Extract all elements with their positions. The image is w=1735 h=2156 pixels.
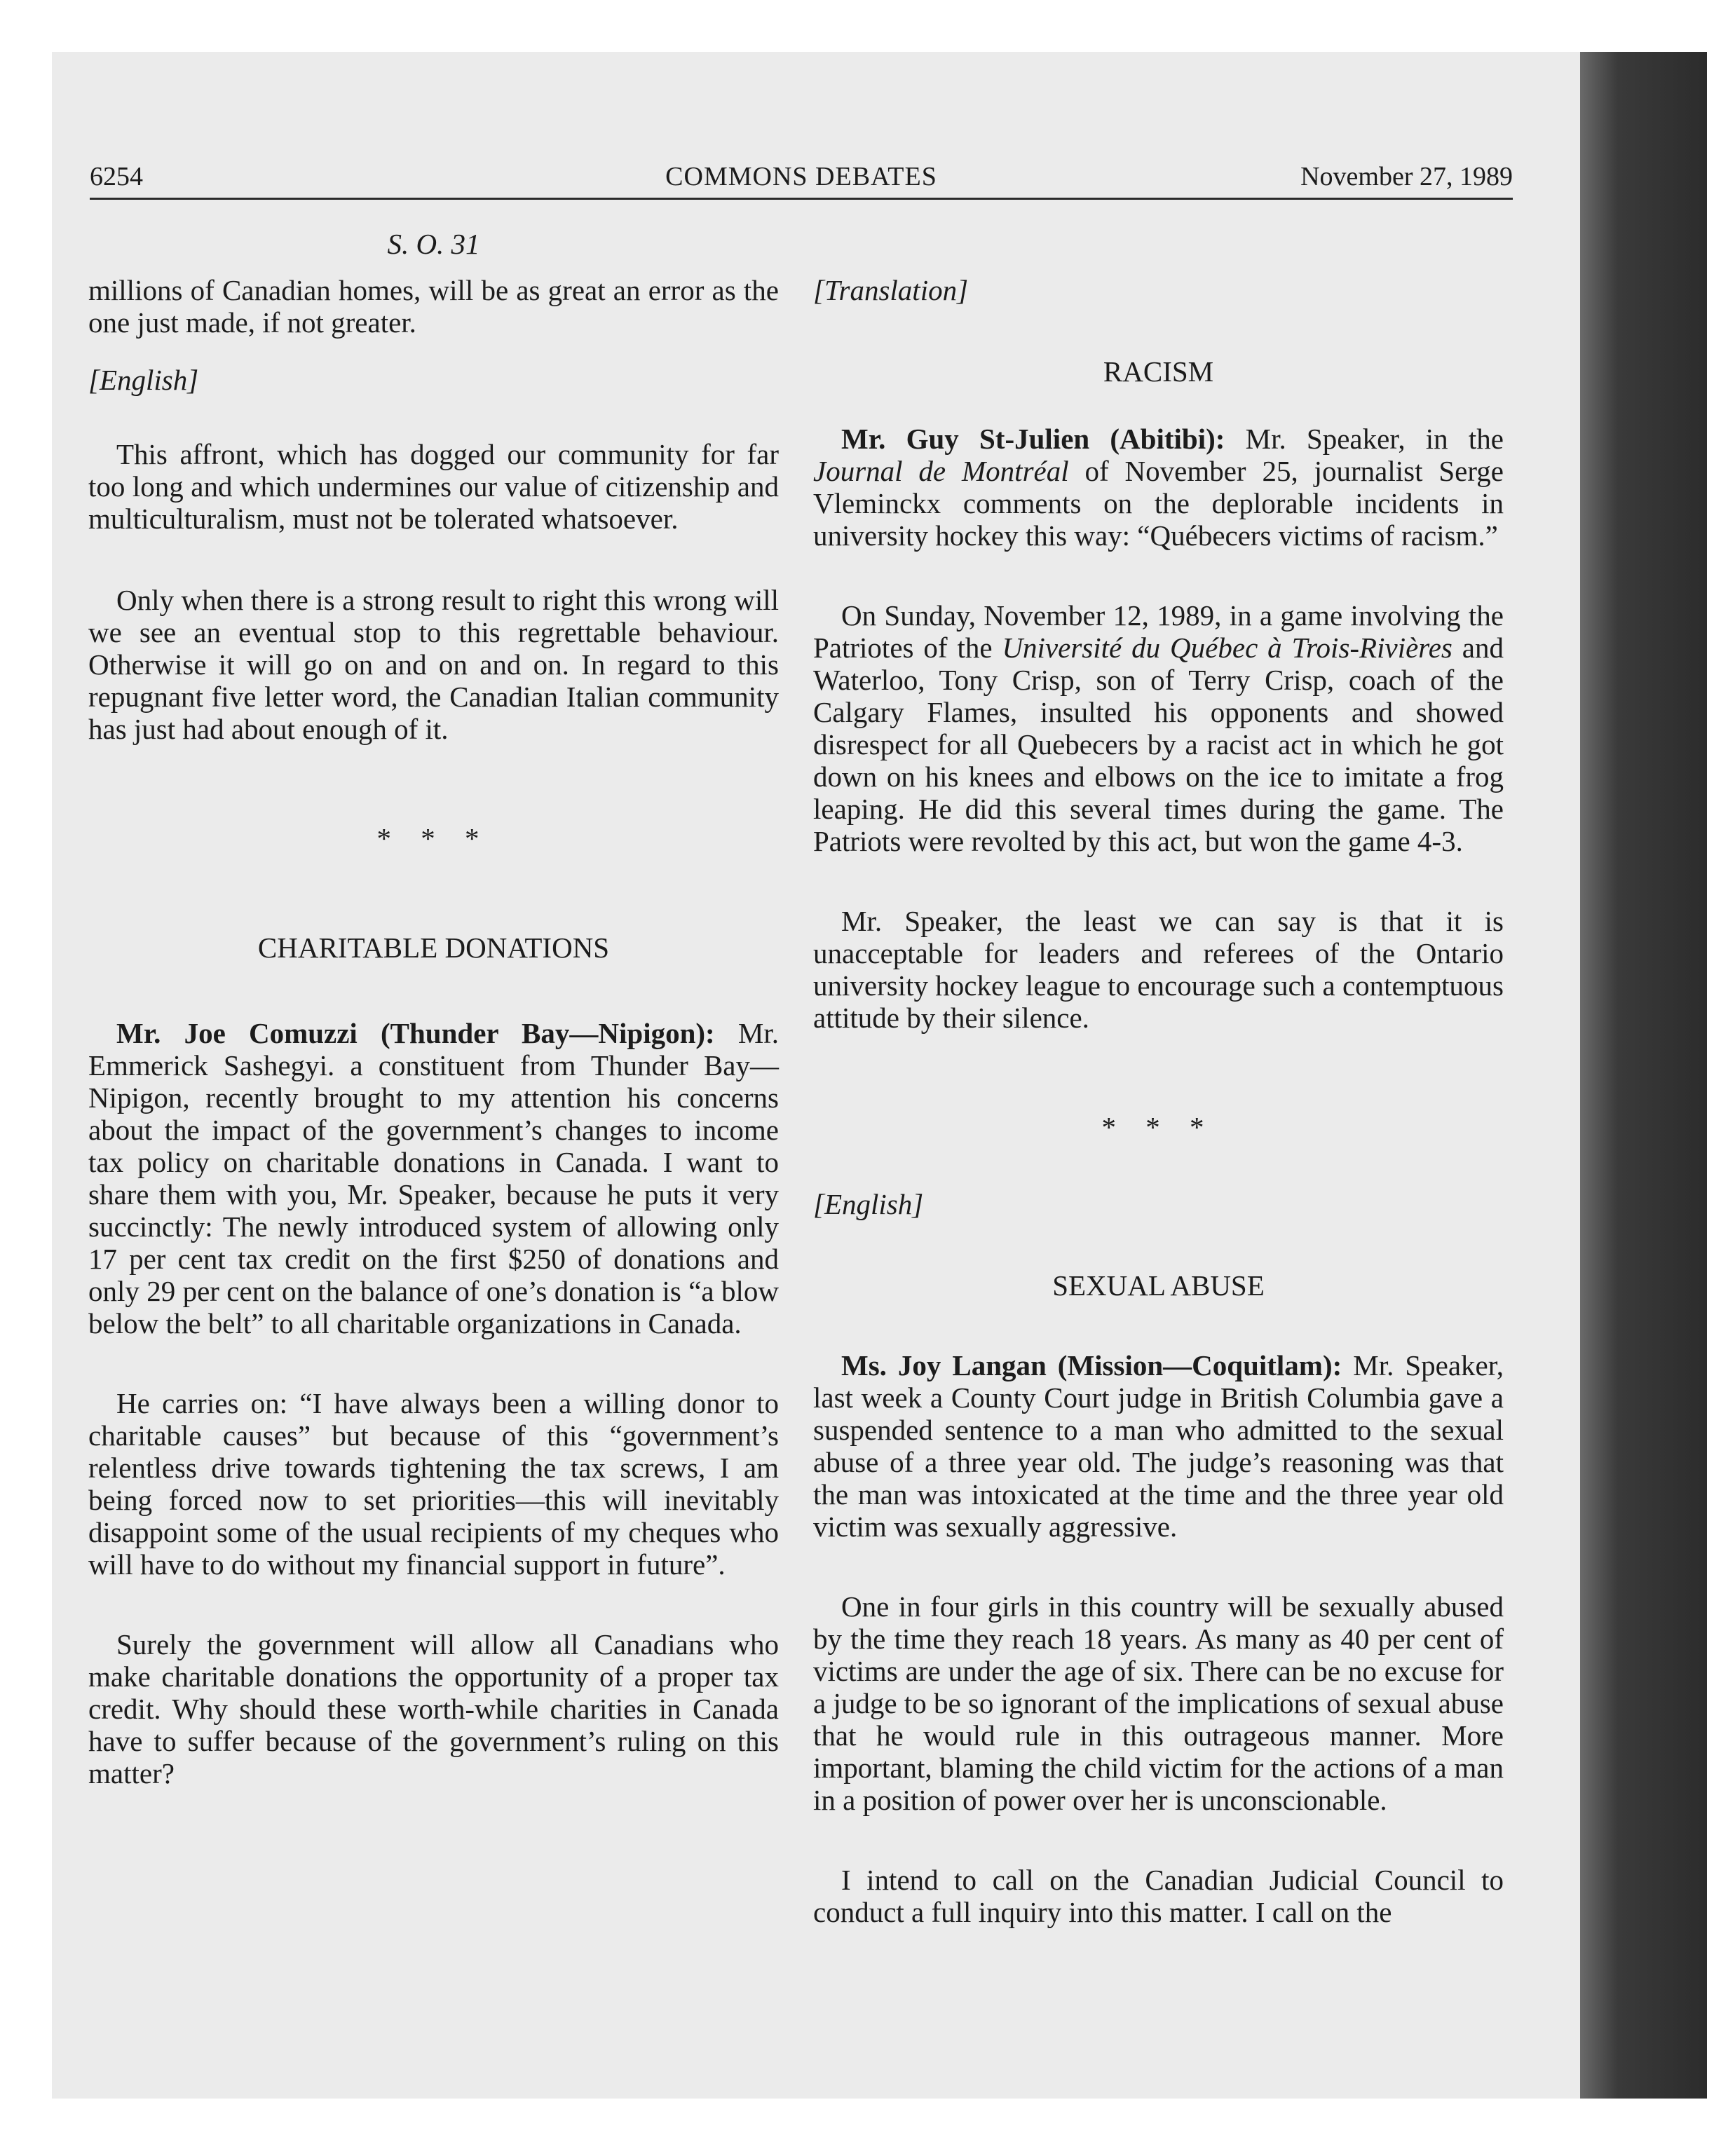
paragraph-text: of November 25, journalist Serge Vleminckx comments on the deplorable incidents in university hockey this way: “Québecers victims of racism.” (813, 455, 1504, 552)
paragraph: Mr. Speaker, the least we can say is that it is unacceptable for leaders and referees of the Ontario university hockey league to encourage such a contemptuous attitude by their silence. (813, 905, 1504, 1034)
language-marker: [English] (88, 364, 199, 396)
section-heading: SEXUAL ABUSE (1052, 1269, 1265, 1302)
newspaper-title: Journal de Montréal (813, 455, 1069, 487)
paragraph-text: Mr. Speaker, last week a County Court judge in British Columbia gave a suspended sentence to a man who admitted to the sexual abuse of a three year old. The judge’s reasoning was that the man was intoxicated at the time and the three year old victim was sexually aggressive. (813, 1349, 1504, 1543)
paragraph: Surely the government will allow all Canadians who make charitable donations the opportunity of a proper tax credit. Why should these worth-while charities in Canada have to suffer because of the government’s ruling on this matter? (88, 1628, 779, 1789)
paragraph: This affront, which has dogged our community for far too long and which undermines our value of citizenship and multiculturalism, must not be tolerated whatsoever. (88, 438, 779, 535)
paragraph-text: and Waterloo, Tony Crisp, son of Terry Crisp, coach of the Calgary Flames, insulted his opponents and showed disrespect for all Quebecers by a racist act in which he got down on his knees and elbows on the ice to imitate a frog leaping. He did this several times during the game. The Patriots were revolted by this act, but won the game 4-3. (813, 632, 1504, 857)
running-header (90, 156, 1513, 200)
university-name: Université du Québec à Trois-Rivières (1002, 632, 1452, 664)
paragraph: I intend to call on the Canadian Judicial Council to conduct a full inquiry into this matter. I call on the (813, 1864, 1504, 1928)
standing-order-label: S. O. 31 (387, 228, 480, 260)
paragraph: millions of Canadian homes, will be as great an error as the one just made, if not greater. (88, 274, 779, 339)
speaker-name: Mr. Guy St-Julien (Abitibi): (841, 423, 1225, 455)
left-column (88, 228, 779, 1789)
right-column (813, 228, 1504, 1928)
section-heading: CHARITABLE DONATIONS (257, 932, 610, 964)
page-number: 6254 (90, 162, 143, 191)
paragraph-text: Mr. Emmerick Sashegyi. a constituent from Thunder Bay—Nipigon, recently brought to my attention his concerns about the impact of the government’s changes to income tax policy on charitable donations in Canada. I want to share them with you, Mr. Speaker, because he puts it very succinctly: The newly introduced system of allowing only 17 per cent tax credit on the first $250 of donations and only 29 per cent on the balance of one’s donation is “a blow below the belt” to all charitable organizations in Canada. (88, 1017, 779, 1339)
section-separator: * * * (1101, 1111, 1216, 1143)
paragraph (813, 1349, 1504, 1543)
paragraph (813, 423, 1504, 552)
publication-title: COMMONS DEBATES (665, 162, 937, 191)
paragraph: One in four girls in this country will be sexually abused by the time they reach 18 years. As many as 40 per cent of victims are under the age of six. There can be no excuse for a judge to be so ignorant of the implications of sexual abuse that he would rule in this outrageous manner. More important, blaming the child victim for the actions of a man in a position of power over her is unconscionable. (813, 1590, 1504, 1816)
paragraph-text: Mr. Speaker, in the (1225, 423, 1504, 455)
header-date: November 27, 1989 (1300, 162, 1513, 191)
section-separator: * * * (376, 822, 491, 854)
paragraph-text: On Sunday, November 12, 1989, in a game involving the Patriotes of the (813, 599, 1504, 664)
language-marker: [Translation] (813, 274, 969, 306)
section-heading: RACISM (1103, 355, 1214, 388)
speaker-name: Ms. Joy Langan (Mission—Coquitlam): (841, 1349, 1342, 1381)
paragraph: He carries on: “I have always been a willing donor to charitable causes” but because of this “government’s relentless drive towards tightening the tax screws, I am being forced now to set priorities—this will inevitably disappoint some of the usual recipients of my cheques who will have to do without my financial support in future”. (88, 1387, 779, 1581)
paragraph (88, 1017, 779, 1339)
language-marker: [English] (813, 1188, 924, 1220)
speaker-name: Mr. Joe Comuzzi (Thunder Bay—Nipigon): (116, 1017, 715, 1049)
paragraph: Only when there is a strong result to right this wrong will we see an eventual stop to this regrettable behaviour. Otherwise it will go on and on and on. In regard to this repugnant five letter word, the Canadian Italian community has just had about enough of it. (88, 584, 779, 745)
binding-edge (1580, 52, 1707, 2099)
paragraph (813, 599, 1504, 857)
